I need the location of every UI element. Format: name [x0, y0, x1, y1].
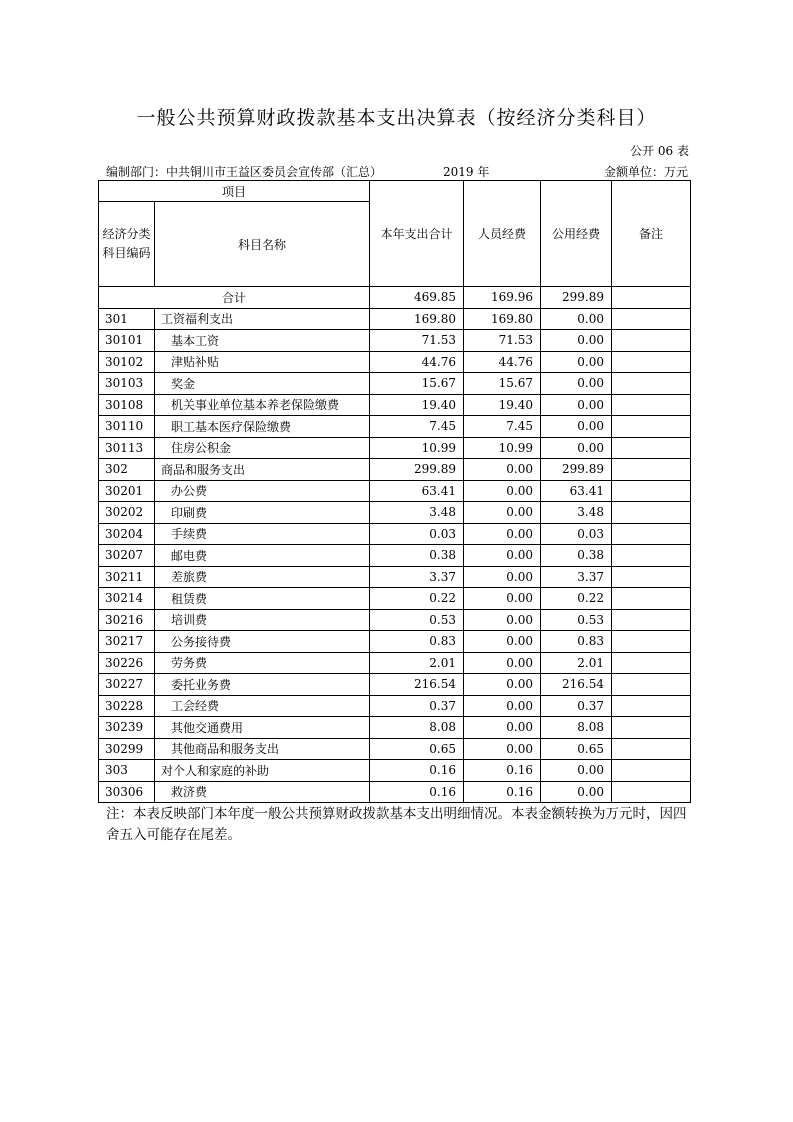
- row-public: 63.41: [541, 480, 612, 502]
- row-name: 救济费: [155, 781, 370, 803]
- row-personnel: 15.67: [464, 373, 541, 395]
- row-personnel: 44.76: [464, 351, 541, 373]
- row-total: 44.76: [370, 351, 464, 373]
- row-personnel: 0.16: [464, 760, 541, 782]
- row-code: 30306: [99, 781, 155, 803]
- row-total: 0.83: [370, 631, 464, 653]
- row-public: 0.00: [541, 330, 612, 352]
- row-remark: [612, 502, 691, 524]
- total-sum: 469.85: [370, 287, 464, 309]
- header-code: 经济分类科目编码: [99, 202, 155, 287]
- row-total: 15.67: [370, 373, 464, 395]
- row-code: 30103: [99, 373, 155, 395]
- total-remark: [612, 287, 691, 309]
- table-row: [99, 674, 691, 696]
- row-personnel: 0.00: [464, 459, 541, 481]
- row-code: 30239: [99, 717, 155, 739]
- table-row: [99, 459, 691, 481]
- row-personnel: 7.45: [464, 416, 541, 438]
- row-remark: [612, 373, 691, 395]
- row-personnel: 0.00: [464, 502, 541, 524]
- row-remark: [612, 480, 691, 502]
- row-personnel: 0.00: [464, 609, 541, 631]
- row-code: 30211: [99, 566, 155, 588]
- row-public: 0.00: [541, 760, 612, 782]
- table-row: [99, 760, 691, 782]
- row-personnel: 0.00: [464, 631, 541, 653]
- header-public: 公用经费: [541, 181, 612, 287]
- row-name: 委托业务费: [155, 674, 370, 696]
- row-name: 其他交通费用: [155, 717, 370, 739]
- table-row: [99, 652, 691, 674]
- row-public: 0.00: [541, 437, 612, 459]
- row-code: 30101: [99, 330, 155, 352]
- total-public: 299.89: [541, 287, 612, 309]
- row-public: 3.48: [541, 502, 612, 524]
- row-remark: [612, 588, 691, 610]
- table-row: [99, 330, 691, 352]
- row-name: 其他商品和服务支出: [155, 738, 370, 760]
- row-name: 商品和服务支出: [155, 459, 370, 481]
- row-code: 30228: [99, 695, 155, 717]
- row-total: 3.37: [370, 566, 464, 588]
- row-public: 0.00: [541, 351, 612, 373]
- row-total: 19.40: [370, 394, 464, 416]
- row-remark: [612, 566, 691, 588]
- row-code: 30110: [99, 416, 155, 438]
- table-row: [99, 545, 691, 567]
- row-total: 0.38: [370, 545, 464, 567]
- row-public: 0.00: [541, 781, 612, 803]
- row-code: 303: [99, 760, 155, 782]
- row-remark: [612, 674, 691, 696]
- table-row: [99, 781, 691, 803]
- row-personnel: 0.00: [464, 738, 541, 760]
- row-total: 7.45: [370, 416, 464, 438]
- row-personnel: 0.00: [464, 566, 541, 588]
- row-public: 3.37: [541, 566, 612, 588]
- row-code: 30226: [99, 652, 155, 674]
- row-code: 30216: [99, 609, 155, 631]
- row-remark: [612, 416, 691, 438]
- row-total: 0.16: [370, 760, 464, 782]
- expenditure-table: [98, 180, 691, 803]
- row-total: 63.41: [370, 480, 464, 502]
- row-remark: [612, 394, 691, 416]
- row-personnel: 169.80: [464, 308, 541, 330]
- row-code: 30108: [99, 394, 155, 416]
- row-personnel: 0.00: [464, 588, 541, 610]
- row-public: 299.89: [541, 459, 612, 481]
- row-public: 0.53: [541, 609, 612, 631]
- form-number: 公开 06 表: [630, 144, 689, 158]
- row-personnel: 0.00: [464, 523, 541, 545]
- table-row: [99, 480, 691, 502]
- row-name: 培训费: [155, 609, 370, 631]
- row-total: 169.80: [370, 308, 464, 330]
- total-label: 合计: [99, 287, 370, 309]
- row-public: 0.37: [541, 695, 612, 717]
- header-name: 科目名称: [155, 202, 370, 287]
- table-row: [99, 351, 691, 373]
- row-name: 基本工资: [155, 330, 370, 352]
- row-total: 71.53: [370, 330, 464, 352]
- table-row: [99, 738, 691, 760]
- row-public: 0.00: [541, 394, 612, 416]
- row-code: 30217: [99, 631, 155, 653]
- row-name: 手续费: [155, 523, 370, 545]
- row-personnel: 0.00: [464, 695, 541, 717]
- row-total: 3.48: [370, 502, 464, 524]
- row-code: 301: [99, 308, 155, 330]
- row-name: 劳务费: [155, 652, 370, 674]
- table-row: [99, 394, 691, 416]
- row-remark: [612, 781, 691, 803]
- table-row: [99, 695, 691, 717]
- table-row: [99, 437, 691, 459]
- row-public: 0.65: [541, 738, 612, 760]
- row-remark: [612, 330, 691, 352]
- row-name: 邮电费: [155, 545, 370, 567]
- table-row: [99, 502, 691, 524]
- row-public: 2.01: [541, 652, 612, 674]
- table-row: [99, 609, 691, 631]
- row-public: 8.08: [541, 717, 612, 739]
- row-remark: [612, 760, 691, 782]
- compiling-department: 编制部门：中共铜川市王益区委员会宣传部（汇总）: [106, 165, 383, 179]
- table-row: [99, 373, 691, 395]
- header-total: 本年支出合计: [370, 181, 464, 287]
- row-total: 8.08: [370, 717, 464, 739]
- row-remark: [612, 437, 691, 459]
- row-total: 2.01: [370, 652, 464, 674]
- header-item: 项目: [99, 181, 370, 202]
- row-name: 住房公积金: [155, 437, 370, 459]
- amount-unit: 金额单位：万元: [603, 165, 688, 179]
- page-title: 一般公共预算财政拨款基本支出决算表（按经济分类科目）: [136, 107, 657, 129]
- row-total: 0.53: [370, 609, 464, 631]
- row-remark: [612, 695, 691, 717]
- row-name: 租赁费: [155, 588, 370, 610]
- row-code: 30201: [99, 480, 155, 502]
- total-personnel: 169.96: [464, 287, 541, 309]
- row-code: 30227: [99, 674, 155, 696]
- row-personnel: 0.00: [464, 480, 541, 502]
- meta-row: [106, 163, 688, 179]
- row-name: 职工基本医疗保险缴费: [155, 416, 370, 438]
- row-code: 30299: [99, 738, 155, 760]
- table-row: [99, 416, 691, 438]
- table-row: [99, 523, 691, 545]
- row-code: 30113: [99, 437, 155, 459]
- row-total: 299.89: [370, 459, 464, 481]
- row-personnel: 0.16: [464, 781, 541, 803]
- row-code: 302: [99, 459, 155, 481]
- header-remark: 备注: [612, 181, 691, 287]
- row-total: 10.99: [370, 437, 464, 459]
- table-row: [99, 308, 691, 330]
- row-name: 差旅费: [155, 566, 370, 588]
- row-remark: [612, 308, 691, 330]
- table-row: [99, 588, 691, 610]
- row-personnel: 0.00: [464, 545, 541, 567]
- row-code: 30102: [99, 351, 155, 373]
- row-code: 30202: [99, 502, 155, 524]
- row-name: 公务接待费: [155, 631, 370, 653]
- row-name: 工会经费: [155, 695, 370, 717]
- row-remark: [612, 717, 691, 739]
- row-public: 0.00: [541, 373, 612, 395]
- row-total: 0.37: [370, 695, 464, 717]
- row-remark: [612, 609, 691, 631]
- row-name: 机关事业单位基本养老保险缴费: [155, 394, 370, 416]
- row-public: 0.38: [541, 545, 612, 567]
- fiscal-year: 2019 年: [443, 165, 490, 179]
- row-public: 0.83: [541, 631, 612, 653]
- row-code: 30214: [99, 588, 155, 610]
- row-remark: [612, 523, 691, 545]
- row-public: 0.00: [541, 416, 612, 438]
- row-remark: [612, 652, 691, 674]
- row-code: 30204: [99, 523, 155, 545]
- row-personnel: 19.40: [464, 394, 541, 416]
- row-total: 216.54: [370, 674, 464, 696]
- row-name: 对个人和家庭的补助: [155, 760, 370, 782]
- row-code: 30207: [99, 545, 155, 567]
- header-personnel: 人员经费: [464, 181, 541, 287]
- table-row: [99, 717, 691, 739]
- row-remark: [612, 545, 691, 567]
- row-personnel: 0.00: [464, 652, 541, 674]
- row-remark: [612, 738, 691, 760]
- row-public: 216.54: [541, 674, 612, 696]
- row-personnel: 0.00: [464, 674, 541, 696]
- footnote: 注：本表反映部门本年度一般公共预算财政拨款基本支出明细情况。本表金额转换为万元时，因四舍五入可能存在尾差。: [106, 806, 687, 843]
- row-personnel: 0.00: [464, 717, 541, 739]
- row-name: 办公费: [155, 480, 370, 502]
- total-row: [99, 287, 691, 309]
- row-remark: [612, 631, 691, 653]
- row-name: 工资福利支出: [155, 308, 370, 330]
- row-personnel: 71.53: [464, 330, 541, 352]
- row-public: 0.03: [541, 523, 612, 545]
- row-total: 0.03: [370, 523, 464, 545]
- row-total: 0.16: [370, 781, 464, 803]
- row-public: 0.00: [541, 308, 612, 330]
- row-total: 0.22: [370, 588, 464, 610]
- table-row: [99, 566, 691, 588]
- row-personnel: 10.99: [464, 437, 541, 459]
- table-row: [99, 631, 691, 653]
- row-name: 印刷费: [155, 502, 370, 524]
- row-name: 津贴补贴: [155, 351, 370, 373]
- row-total: 0.65: [370, 738, 464, 760]
- row-remark: [612, 459, 691, 481]
- row-remark: [612, 351, 691, 373]
- row-public: 0.22: [541, 588, 612, 610]
- row-name: 奖金: [155, 373, 370, 395]
